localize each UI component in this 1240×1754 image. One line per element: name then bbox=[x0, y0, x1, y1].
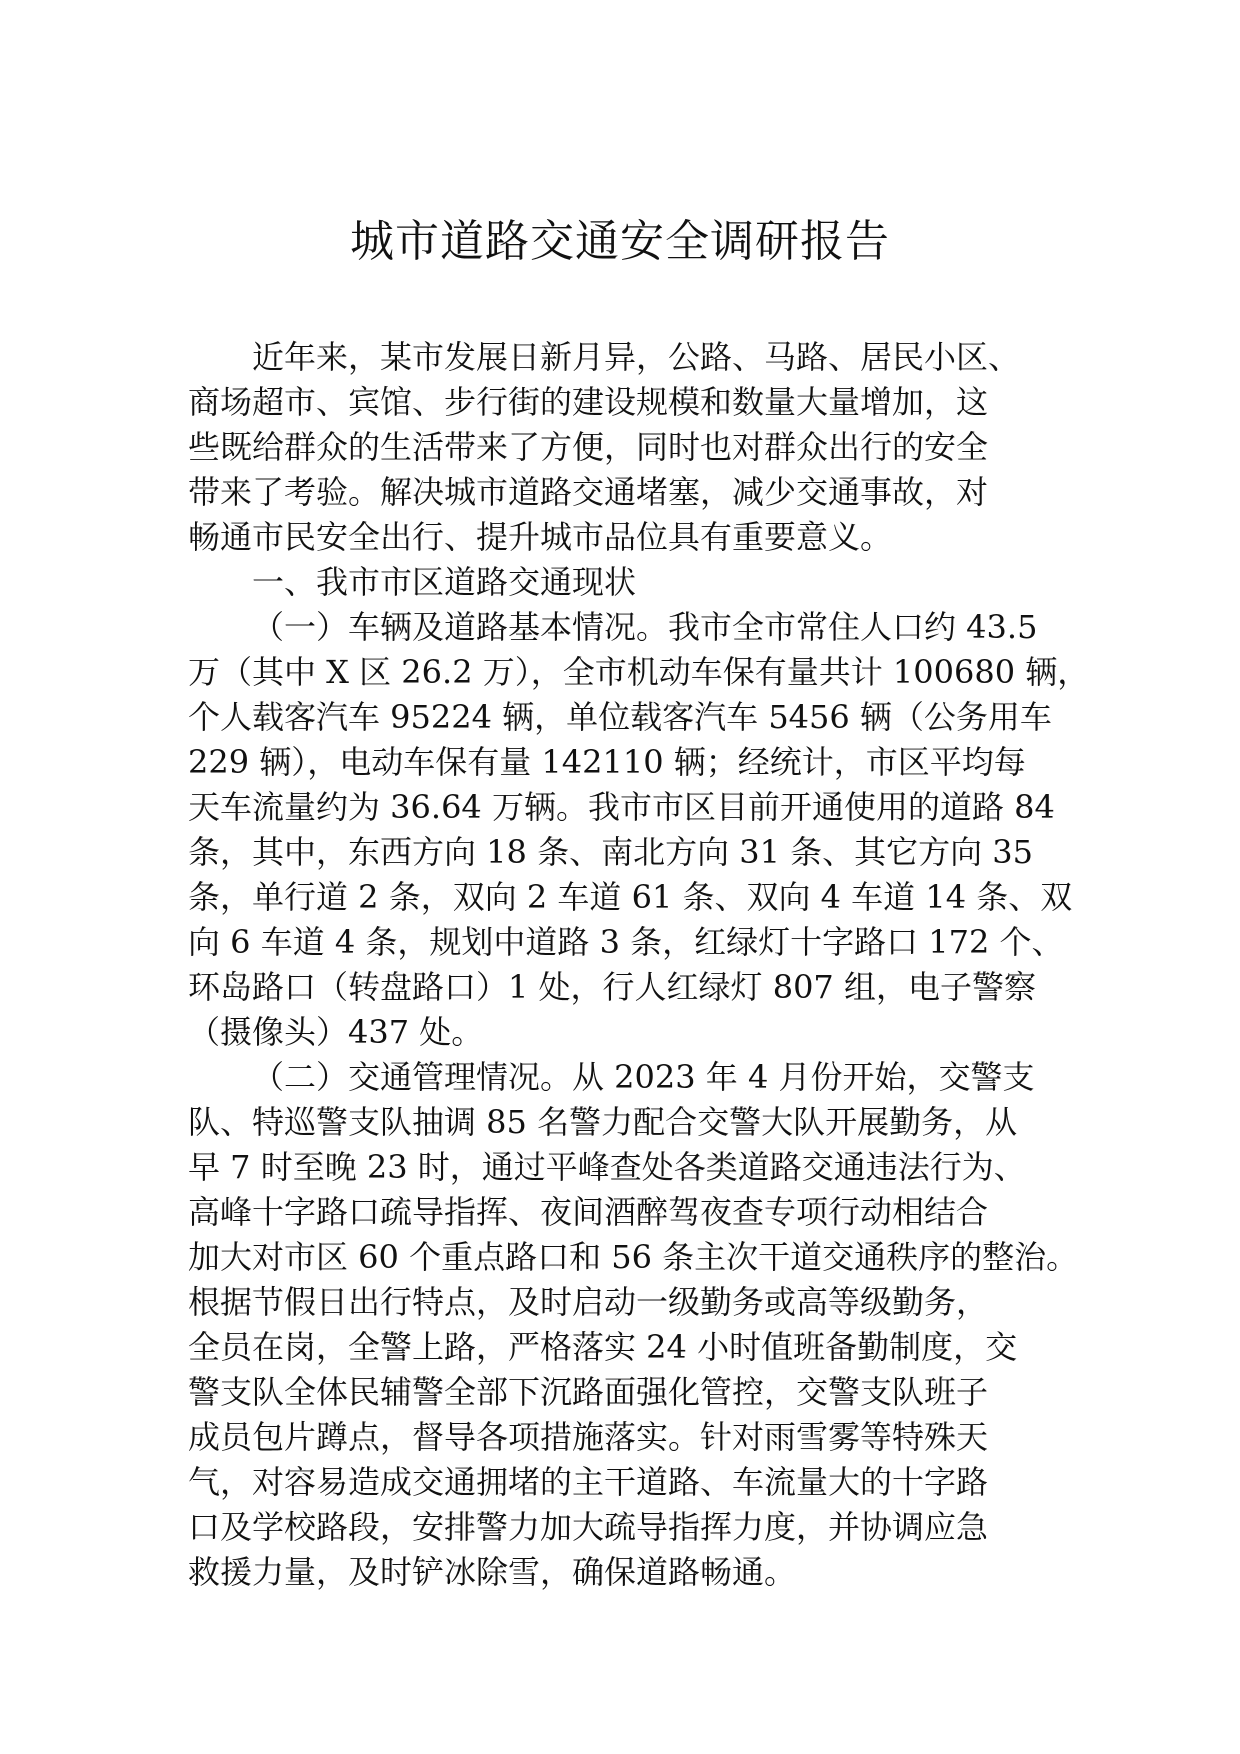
text-line: 条，单行道 2 条，双向 2 车道 61 条、双向 4 车道 14 条、双 bbox=[188, 878, 1073, 916]
text-line: 气，对容易造成交通拥堵的主干道路、车流量大的十字路 bbox=[188, 1463, 989, 1501]
text-line: 畅通市民安全出行、提升城市品位具有重要意义。 bbox=[188, 518, 893, 556]
text-line: 加大对市区 60 个重点路口和 56 条主次干道交通秩序的整治。 bbox=[188, 1238, 1079, 1276]
text-line: 队、特巡警支队抽调 85 名警力配合交警大队开展勤务，从 bbox=[188, 1103, 1018, 1141]
text-line: 早 7 时至晚 23 时，通过平峰查处各类道路交通违法行为、 bbox=[188, 1148, 1026, 1186]
text-line: 商场超市、宾馆、步行街的建设规模和数量大量增加，这 bbox=[188, 383, 989, 421]
text-line: 根据节假日出行特点，及时启动一级勤务或高等级勤务， bbox=[188, 1283, 989, 1321]
text-line: 救援力量，及时铲冰除雪，确保道路畅通。 bbox=[188, 1553, 797, 1591]
text-line: （摄像头）437 处。 bbox=[188, 1013, 484, 1051]
text-line: 向 6 车道 4 条，规划中道路 3 条，红绿灯十字路口 172 个、 bbox=[188, 923, 1064, 961]
document-body bbox=[188, 335, 1088, 1595]
text-line: 个人载客汽车 95224 辆，单位载客汽车 5456 辆（公务用车 bbox=[188, 698, 1052, 736]
text-line: 口及学校路段，安排警力加大疏导指挥力度，并协调应急 bbox=[188, 1508, 989, 1546]
section-heading: 一、我市市区道路交通现状 bbox=[252, 563, 637, 601]
text-line: 环岛路口（转盘路口）1 处，行人红绿灯 807 组，电子警察 bbox=[188, 968, 1036, 1006]
subsection-heading-line: （一）车辆及道路基本情况。我市全市常住人口约 43.5 bbox=[252, 608, 1038, 646]
text-line: 天车流量约为 36.64 万辆。我市市区目前开通使用的道路 84 bbox=[188, 788, 1055, 826]
text-line: 229 辆），电动车保有量 142110 辆；经统计，市区平均每 bbox=[188, 743, 1026, 781]
text-line: 些既给群众的生活带来了方便，同时也对群众出行的安全 bbox=[188, 428, 989, 466]
text-line: 高峰十字路口疏导指挥、夜间酒醉驾夜查专项行动相结合 bbox=[188, 1193, 989, 1231]
text-line: 近年来，某市发展日新月异，公路、马路、居民小区、 bbox=[252, 338, 1021, 376]
text-line: 条，其中，东西方向 18 条、南北方向 31 条、其它方向 35 bbox=[188, 833, 1034, 871]
text-line: 警支队全体民辅警全部下沉路面强化管控，交警支队班子 bbox=[188, 1373, 989, 1411]
document-title: 城市道路交通安全调研报告 bbox=[350, 216, 890, 267]
text-line: 成员包片蹲点，督导各项措施落实。针对雨雪雾等特殊天 bbox=[188, 1418, 989, 1456]
text-line: 带来了考验。解决城市道路交通堵塞，减少交通事故，对 bbox=[188, 473, 989, 511]
text-line: 全员在岗，全警上路，严格落实 24 小时值班备勤制度，交 bbox=[188, 1328, 1018, 1366]
text-line: 万（其中 X 区 26.2 万），全市机动车保有量共计 100680 辆， bbox=[188, 653, 1090, 691]
subsection-heading-line: （二）交通管理情况。从 2023 年 4 月份开始，交警支 bbox=[252, 1058, 1035, 1096]
